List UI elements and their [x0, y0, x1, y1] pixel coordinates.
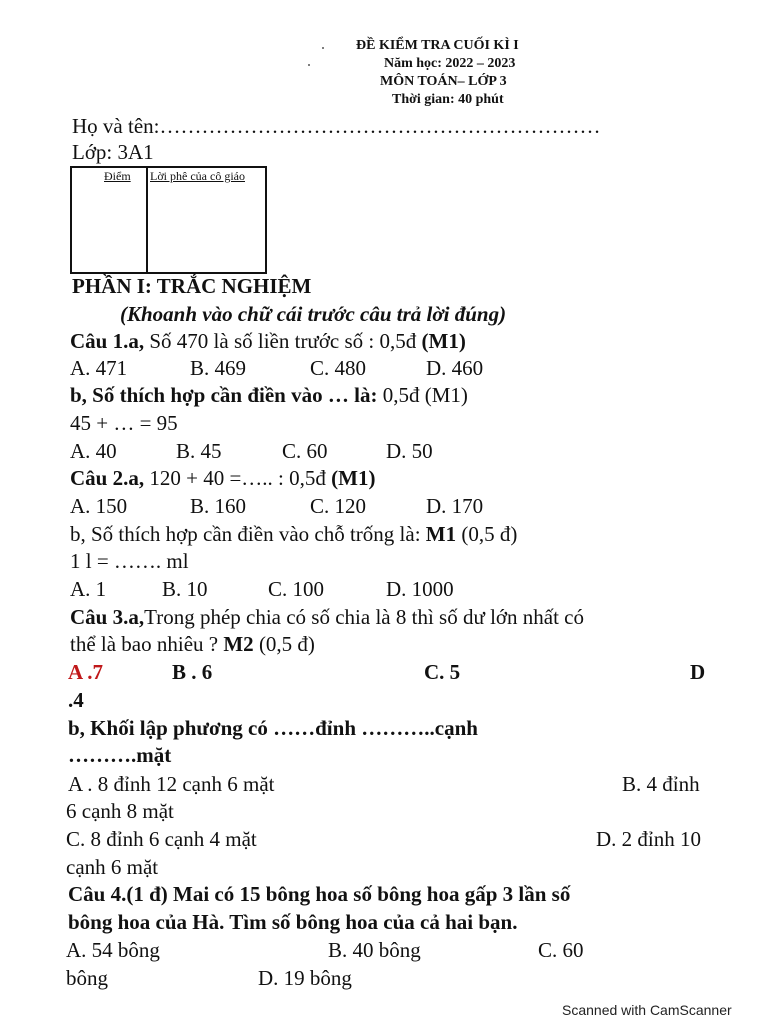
option-c[interactable]: C. 480 [310, 356, 367, 380]
question-2a [70, 468, 375, 489]
question-text: Trong phép chia có số chia là 8 thì số dư lớn nhất có [144, 605, 585, 629]
question-level: M2 [223, 632, 254, 656]
option-a[interactable]: A. 40 [70, 439, 117, 463]
student-name-line: Họ và tên:……………………………………………………… [72, 114, 601, 138]
option-b[interactable]: B. 10 [162, 577, 208, 601]
option-d-cont: cạnh 6 mặt [66, 855, 159, 879]
option-d[interactable]: D. 2 đỉnh 10 [596, 827, 701, 851]
exam-title: ĐỀ KIỂM TRA CUỐI KÌ I [356, 38, 519, 53]
scan-speck [322, 47, 324, 49]
score-header: Điểm [104, 169, 131, 183]
question-level: (M1) [331, 466, 376, 490]
question-expression: 45 + … = 95 [70, 411, 178, 435]
option-a[interactable]: A. 471 [70, 356, 128, 380]
option-a-marked[interactable]: A .7 [68, 660, 104, 684]
section-title: PHẦN I: TRẮC NGHIỆM [72, 274, 312, 298]
question-3b-cont: ……….mặt [68, 743, 172, 767]
option-c[interactable]: C. 60 [538, 938, 584, 962]
option-d-value: .4 [68, 688, 84, 712]
school-year: Năm học: 2022 – 2023 [384, 56, 516, 71]
question-4-cont: bông hoa của Hà. Tìm số bông hoa của cả hai bạn. [68, 910, 518, 934]
question-3a-cont [70, 634, 315, 655]
question-label: Câu 3.a, [70, 605, 145, 629]
grade-box-divider [146, 166, 148, 272]
option-a[interactable]: A. 1 [70, 577, 107, 601]
section-instruction: (Khoanh vào chữ cái trước câu trả lời đúng) [120, 302, 507, 326]
option-c[interactable]: C. 60 [282, 439, 328, 463]
student-class-line: Lớp: 3A1 [72, 140, 154, 164]
option-d[interactable]: D. 50 [386, 439, 433, 463]
question-text: b, Số thích hợp cần điền vào chỗ trống là: [70, 522, 426, 546]
option-a[interactable]: A. 150 [70, 494, 128, 518]
option-a[interactable]: A. 54 bông [66, 938, 160, 962]
option-d[interactable]: D [690, 660, 706, 684]
exam-duration: Thời gian: 40 phút [392, 92, 504, 107]
question-points: (0,5 đ) [456, 522, 518, 546]
option-a[interactable]: A . 8 đỉnh 12 cạnh 6 mặt [68, 772, 275, 796]
subject-grade: MÔN TOÁN– LỚP 3 [380, 74, 507, 89]
question-label: Câu 2.a, [70, 466, 145, 490]
option-b[interactable]: B . 6 [172, 660, 213, 684]
option-d[interactable]: D. 170 [426, 494, 484, 518]
option-c[interactable]: C. 8 đỉnh 6 cạnh 4 mặt [66, 827, 257, 851]
option-d[interactable]: D. 19 bông [258, 966, 352, 990]
scanner-watermark: Scanned with CamScanner [562, 1002, 732, 1018]
question-3a [70, 607, 584, 628]
question-label: Câu 1.a, [70, 329, 145, 353]
option-c-cont: bông [66, 966, 108, 990]
option-d[interactable]: D. 1000 [386, 577, 454, 601]
question-level: (M1) [421, 329, 466, 353]
option-b[interactable]: B. 160 [190, 494, 247, 518]
option-b[interactable]: B. 4 đỉnh [622, 772, 700, 796]
option-b[interactable]: B. 45 [176, 439, 222, 463]
scan-speck [308, 64, 310, 66]
question-4: Câu 4.(1 đ) Mai có 15 bông hoa số bông hoa gấp 3 lần số [68, 882, 571, 906]
teacher-comment-header: Lời phê của cô giáo [150, 169, 245, 183]
option-b-cont: 6 cạnh 8 mặt [66, 799, 174, 823]
question-points: (0,5 đ) [253, 632, 315, 656]
option-d[interactable]: D. 460 [426, 356, 484, 380]
option-c[interactable]: C. 100 [268, 577, 325, 601]
option-b[interactable]: B. 469 [190, 356, 247, 380]
question-level: M1 [425, 522, 457, 546]
option-c[interactable]: C. 5 [424, 660, 461, 684]
question-1a [70, 331, 466, 352]
question-text: 120 + 40 =….. : 0,5đ [144, 466, 332, 490]
question-2b [70, 524, 517, 545]
question-1b [70, 385, 468, 406]
option-b[interactable]: B. 40 bông [328, 938, 421, 962]
question-expression: 1 l = ……. ml [70, 549, 189, 573]
question-text: Số 470 là số liền trước số : 0,5đ [144, 329, 422, 353]
question-text: thể là bao nhiêu ? [70, 632, 224, 656]
option-c[interactable]: C. 120 [310, 494, 367, 518]
question-3b: b, Khối lập phương có ……đỉnh ………..cạnh [68, 716, 478, 740]
question-label: b, Số thích hợp cần điền vào … là: [70, 383, 378, 407]
question-text: 0,5đ (M1) [377, 383, 468, 407]
